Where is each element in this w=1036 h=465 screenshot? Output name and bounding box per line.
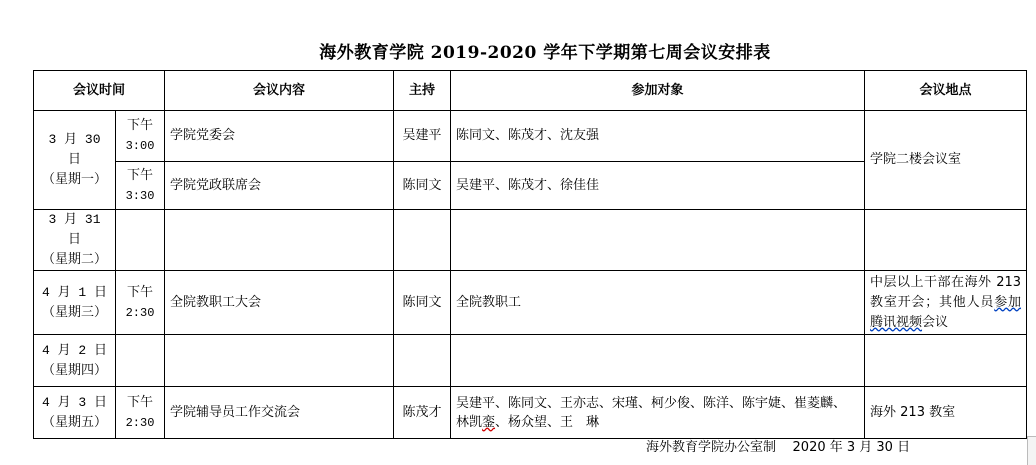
weekday: （星期二） bbox=[41, 252, 107, 267]
host-cell: 陈同文 bbox=[394, 271, 451, 335]
date: 4 月 1 日 bbox=[41, 284, 107, 300]
time: 2:30 bbox=[125, 305, 155, 320]
location-cell bbox=[865, 335, 1027, 387]
ampm: 下午 bbox=[127, 167, 154, 183]
time-cell bbox=[116, 162, 165, 210]
weekday: （星期三） bbox=[41, 304, 107, 320]
date: 4 月 3 日 bbox=[41, 394, 107, 410]
attendees-cell bbox=[451, 210, 865, 271]
date: 4 月 2 日 bbox=[41, 342, 107, 358]
header-time: 会议时间 bbox=[34, 71, 165, 111]
location-cell: 海外 213 教室 bbox=[865, 387, 1027, 439]
attendees-cell bbox=[451, 387, 865, 439]
location-cell bbox=[865, 210, 1027, 271]
date-cell bbox=[34, 335, 116, 387]
attendees-text: 、杨众望、王 琳 bbox=[495, 414, 600, 430]
attendees-line bbox=[456, 413, 859, 432]
host-cell bbox=[394, 335, 451, 387]
table-row bbox=[34, 387, 1027, 439]
date-cell bbox=[34, 111, 116, 210]
ampm: 下午 bbox=[127, 284, 154, 300]
time: 2:30 bbox=[125, 415, 155, 430]
time-cell bbox=[116, 210, 165, 271]
date: 3 月 30 日 bbox=[48, 132, 101, 167]
attendees-line: 吴建平、陈同文、王亦志、宋瑾、柯少俊、陈洋、陈宇婕、崔菱麟、 bbox=[456, 395, 847, 411]
content-cell: 学院党政联席会 bbox=[165, 162, 394, 210]
host-cell: 陈茂才 bbox=[394, 387, 451, 439]
attendees-cell bbox=[451, 335, 865, 387]
weekday: （星期五） bbox=[41, 414, 107, 430]
attendees-cell: 全院教职工 bbox=[451, 271, 865, 335]
date-cell bbox=[34, 387, 116, 439]
table-row bbox=[34, 271, 1027, 335]
location-text: 中层以上干部在海外 213 教室开会；其他人员 bbox=[870, 274, 1022, 310]
resize-corner[interactable] bbox=[1027, 436, 1036, 465]
schedule-table bbox=[33, 70, 1027, 439]
time: 3:30 bbox=[125, 188, 155, 203]
content-cell: 学院辅导员工作交流会 bbox=[165, 387, 394, 439]
date-cell bbox=[34, 271, 116, 335]
host-cell: 陈同文 bbox=[394, 162, 451, 210]
date: 3 月 31 日 bbox=[48, 212, 101, 247]
header-attendees: 参加对象 bbox=[451, 71, 865, 111]
ampm: 下午 bbox=[127, 394, 154, 410]
content-cell bbox=[165, 210, 394, 271]
attendees-cell: 吴建平、陈茂才、徐佳佳 bbox=[451, 162, 865, 210]
location-text: 会议 bbox=[922, 314, 949, 330]
host-cell: 吴建平 bbox=[394, 111, 451, 162]
header-location: 会议地点 bbox=[865, 71, 1027, 111]
location-cell bbox=[865, 271, 1027, 335]
attendees-text: 林凯 bbox=[456, 414, 483, 430]
header-content: 会议内容 bbox=[165, 71, 394, 111]
weekday: （星期一） bbox=[41, 172, 107, 187]
footer-note: 海外教育学院办公室制 2020 年 3 月 30 日 bbox=[646, 440, 911, 455]
header-row bbox=[34, 71, 1027, 111]
attendees-text-underlined: 銮 bbox=[482, 414, 496, 430]
attendees-cell: 陈同文、陈茂才、沈友强 bbox=[451, 111, 865, 162]
time-cell bbox=[116, 271, 165, 335]
location-cell: 学院二楼会议室 bbox=[865, 111, 1027, 210]
host-cell bbox=[394, 210, 451, 271]
content-cell bbox=[165, 335, 394, 387]
weekday: （星期四） bbox=[41, 362, 107, 378]
page-title: 海外教育学院 2019-2020 学年下学期第七周会议安排表 bbox=[319, 43, 771, 63]
time-cell bbox=[116, 111, 165, 162]
table-row bbox=[34, 335, 1027, 387]
header-host: 主持 bbox=[394, 71, 451, 111]
content-cell: 全院教职工大会 bbox=[165, 271, 394, 335]
table-row bbox=[34, 111, 1027, 162]
ampm: 下午 bbox=[127, 118, 154, 133]
table-row bbox=[34, 210, 1027, 271]
time-cell bbox=[116, 335, 165, 387]
time: 3:00 bbox=[125, 139, 155, 153]
location-text-underlined: 参加腾讯视频 bbox=[870, 294, 1022, 330]
date-cell bbox=[34, 210, 116, 271]
content-cell: 学院党委会 bbox=[165, 111, 394, 162]
time-cell bbox=[116, 387, 165, 439]
